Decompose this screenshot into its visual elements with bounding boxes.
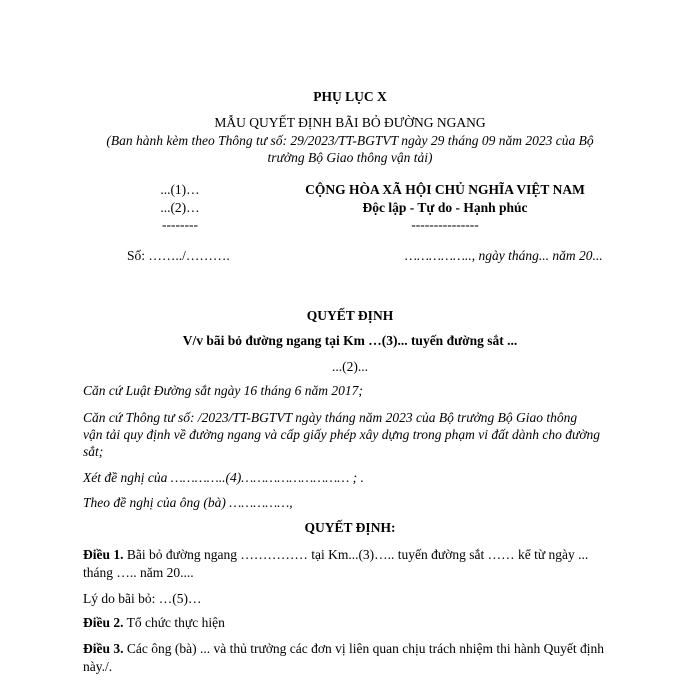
nation-motto: Độc lập - Tự do - Hạnh phúc [362, 200, 528, 215]
nation-name: CỘNG HÒA XÃ HỘI CHỦ NGHĨA VIỆT NAM [305, 182, 585, 197]
document-number: Số: ……../………. [127, 248, 230, 263]
article-3-text: Các ông (bà) ... và thủ trưởng các đơn vị liên quan chịu trách nhiệm thi hành Quyết định [123, 641, 604, 656]
nation-divider: --------------- [411, 217, 479, 232]
basis-circular-line-1: Căn cứ Thông tư số: /2023/TT-BGTVT ngày tháng năm 2023 của Bộ trưởng Bộ Giao thông [83, 410, 578, 425]
basis-circular-line-2: vận tải quy định về đường ngang và cấp giấy phép xây dựng trong phạm vi đất dành cho đường [83, 427, 601, 442]
issued-note-line-2: trưởng Bộ Giao thông vận tải) [267, 150, 433, 165]
org-line-2: ...(2)… [160, 200, 200, 215]
document-date: …………….., ngày tháng... năm 20... [405, 248, 603, 263]
article-2-label: Điều 2. [83, 615, 124, 630]
article-3-line-1 [83, 641, 604, 657]
org-line-1: ...(1)… [160, 182, 200, 197]
article-3-line-2: này./. [83, 659, 113, 674]
issued-note-line-1: (Ban hành kèm theo Thông tư số: 29/2023/TT-BGTVT ngày 29 tháng 09 năm 2023 của Bộ [106, 133, 594, 148]
basis-circular-line-3: sắt; [83, 444, 104, 459]
article-1-text: Bãi bỏ đường ngang …………… tại Km...(3)….. tuyến đường sắt …… kể từ ngày ... [123, 547, 589, 562]
basis-request: Theo đề nghị của ông (bà) ……………, [83, 495, 293, 510]
decision-authority: ...(2)... [332, 359, 368, 374]
decision-title: QUYẾT ĐỊNH [306, 308, 394, 323]
article-2-text: Tổ chức thực hiện [123, 615, 225, 630]
article-1-line-1 [83, 547, 588, 563]
basis-law: Căn cứ Luật Đường sắt ngày 16 tháng 6 năm 2017; [83, 383, 363, 398]
article-1-label: Điều 1. [83, 547, 124, 562]
appendix-title: PHỤ LỤC X [313, 89, 387, 104]
org-divider: -------- [162, 217, 198, 232]
reason-line: Lý do bãi bỏ: …(5)… [83, 591, 202, 606]
article-3-label: Điều 3. [83, 641, 124, 656]
basis-proposal: Xét đề nghị của …………..(4)……………………… ; . [83, 470, 364, 485]
decides-heading: QUYẾT ĐỊNH: [304, 520, 396, 535]
form-title: MẪU QUYẾT ĐỊNH BÃI BỎ ĐƯỜNG NGANG [214, 115, 486, 130]
article-2-line [83, 615, 225, 631]
article-1-line-2: tháng ….. năm 20.... [83, 565, 194, 580]
decision-subject: V/v bãi bỏ đường ngang tại Km …(3)... tuyến đường sắt ... [182, 333, 518, 348]
